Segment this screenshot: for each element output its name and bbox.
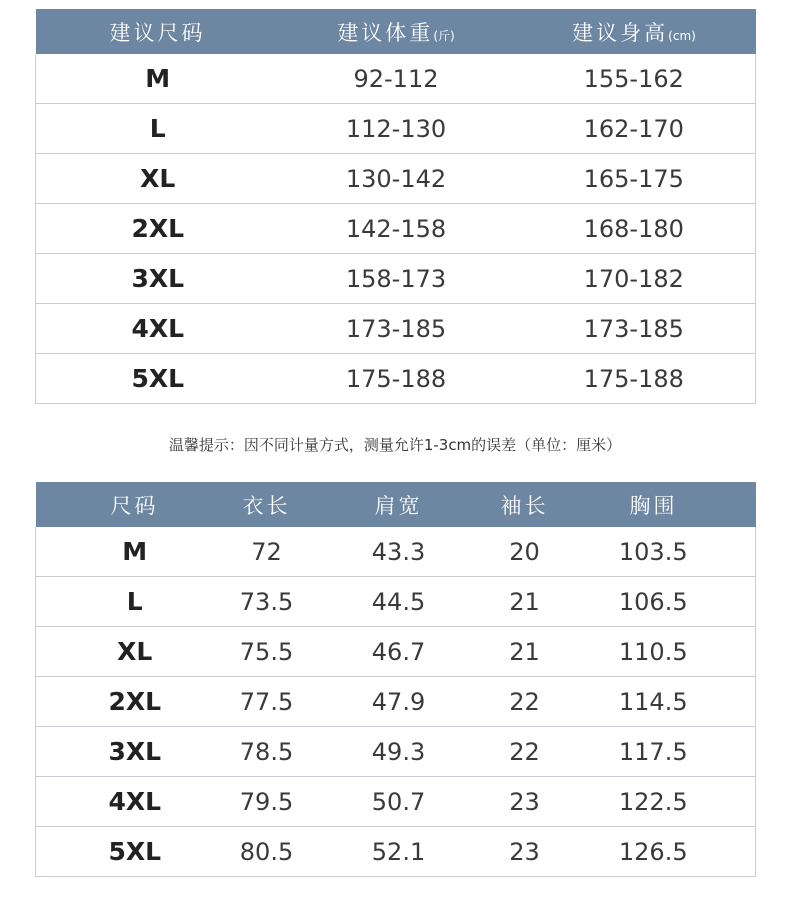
sleeve-cell: 21 bbox=[498, 577, 552, 627]
height-cell: 168-180 bbox=[513, 204, 756, 254]
sleeve-cell: 23 bbox=[498, 777, 552, 827]
header-length: 衣长 bbox=[234, 482, 300, 527]
size-recommendation-table bbox=[35, 9, 756, 404]
header-size: 尺码 bbox=[36, 482, 234, 527]
weight-cell: 158-173 bbox=[280, 254, 513, 304]
header-shoulder: 肩宽 bbox=[300, 482, 498, 527]
table-row bbox=[36, 777, 756, 827]
table-row bbox=[36, 577, 756, 627]
table-row bbox=[36, 54, 756, 104]
size-cell: 2XL bbox=[36, 204, 280, 254]
length-cell: 73.5 bbox=[234, 577, 300, 627]
weight-cell: 130-142 bbox=[280, 154, 513, 204]
size-cell: M bbox=[36, 54, 280, 104]
shoulder-cell: 50.7 bbox=[300, 777, 498, 827]
size-cell: M bbox=[36, 527, 234, 577]
size-cell: XL bbox=[36, 154, 280, 204]
table-row bbox=[36, 104, 756, 154]
size-cell: 5XL bbox=[36, 827, 234, 877]
table-row bbox=[36, 354, 756, 404]
weight-unit: (斤) bbox=[433, 28, 455, 43]
size-cell: 3XL bbox=[36, 254, 280, 304]
shoulder-cell: 47.9 bbox=[300, 677, 498, 727]
chest-cell: 103.5 bbox=[552, 527, 756, 577]
table-header-row bbox=[36, 482, 756, 527]
length-cell: 78.5 bbox=[234, 727, 300, 777]
height-cell: 165-175 bbox=[513, 154, 756, 204]
table-header-row bbox=[36, 9, 756, 54]
length-cell: 80.5 bbox=[234, 827, 300, 877]
table-row bbox=[36, 727, 756, 777]
weight-cell: 142-158 bbox=[280, 204, 513, 254]
height-cell: 175-188 bbox=[513, 354, 756, 404]
size-cell: 4XL bbox=[36, 304, 280, 354]
sleeve-cell: 23 bbox=[498, 827, 552, 877]
size-cell: XL bbox=[36, 627, 234, 677]
table-row bbox=[36, 254, 756, 304]
shoulder-cell: 52.1 bbox=[300, 827, 498, 877]
weight-cell: 175-188 bbox=[280, 354, 513, 404]
chest-cell: 110.5 bbox=[552, 627, 756, 677]
chest-cell: 114.5 bbox=[552, 677, 756, 727]
sleeve-cell: 22 bbox=[498, 727, 552, 777]
size-cell: 2XL bbox=[36, 677, 234, 727]
table-row bbox=[36, 627, 756, 677]
chest-cell: 106.5 bbox=[552, 577, 756, 627]
table-row bbox=[36, 304, 756, 354]
weight-cell: 92-112 bbox=[280, 54, 513, 104]
shoulder-cell: 44.5 bbox=[300, 577, 498, 627]
size-cell: L bbox=[36, 577, 234, 627]
weight-cell: 173-185 bbox=[280, 304, 513, 354]
height-cell: 162-170 bbox=[513, 104, 756, 154]
sleeve-cell: 21 bbox=[498, 627, 552, 677]
header-suggested-size: 建议尺码 bbox=[36, 9, 280, 54]
length-cell: 75.5 bbox=[234, 627, 300, 677]
shoulder-cell: 43.3 bbox=[300, 527, 498, 577]
table-row bbox=[36, 677, 756, 727]
table-row bbox=[36, 154, 756, 204]
height-cell: 155-162 bbox=[513, 54, 756, 104]
size-cell: 3XL bbox=[36, 727, 234, 777]
table-row bbox=[36, 204, 756, 254]
chest-cell: 122.5 bbox=[552, 777, 756, 827]
shoulder-cell: 46.7 bbox=[300, 627, 498, 677]
header-suggested-height: 建议身高(cm) bbox=[513, 9, 756, 54]
sleeve-cell: 22 bbox=[498, 677, 552, 727]
header-sleeve: 袖长 bbox=[498, 482, 552, 527]
shoulder-cell: 49.3 bbox=[300, 727, 498, 777]
table-row bbox=[36, 527, 756, 577]
size-cell: 5XL bbox=[36, 354, 280, 404]
height-cell: 173-185 bbox=[513, 304, 756, 354]
height-cell: 170-182 bbox=[513, 254, 756, 304]
length-cell: 72 bbox=[234, 527, 300, 577]
weight-cell: 112-130 bbox=[280, 104, 513, 154]
size-cell: L bbox=[36, 104, 280, 154]
chest-cell: 117.5 bbox=[552, 727, 756, 777]
measurement-note: 温馨提示：因不同计量方式，测量允许1-3cm的误差（单位：厘米） bbox=[168, 436, 622, 454]
length-cell: 79.5 bbox=[234, 777, 300, 827]
header-chest: 胸围 bbox=[552, 482, 756, 527]
length-cell: 77.5 bbox=[234, 677, 300, 727]
sleeve-cell: 20 bbox=[498, 527, 552, 577]
height-unit: (cm) bbox=[668, 28, 696, 43]
garment-measurement-table bbox=[35, 482, 756, 877]
size-cell: 4XL bbox=[36, 777, 234, 827]
header-suggested-weight: 建议体重(斤) bbox=[280, 9, 513, 54]
table-row bbox=[36, 827, 756, 877]
chest-cell: 126.5 bbox=[552, 827, 756, 877]
